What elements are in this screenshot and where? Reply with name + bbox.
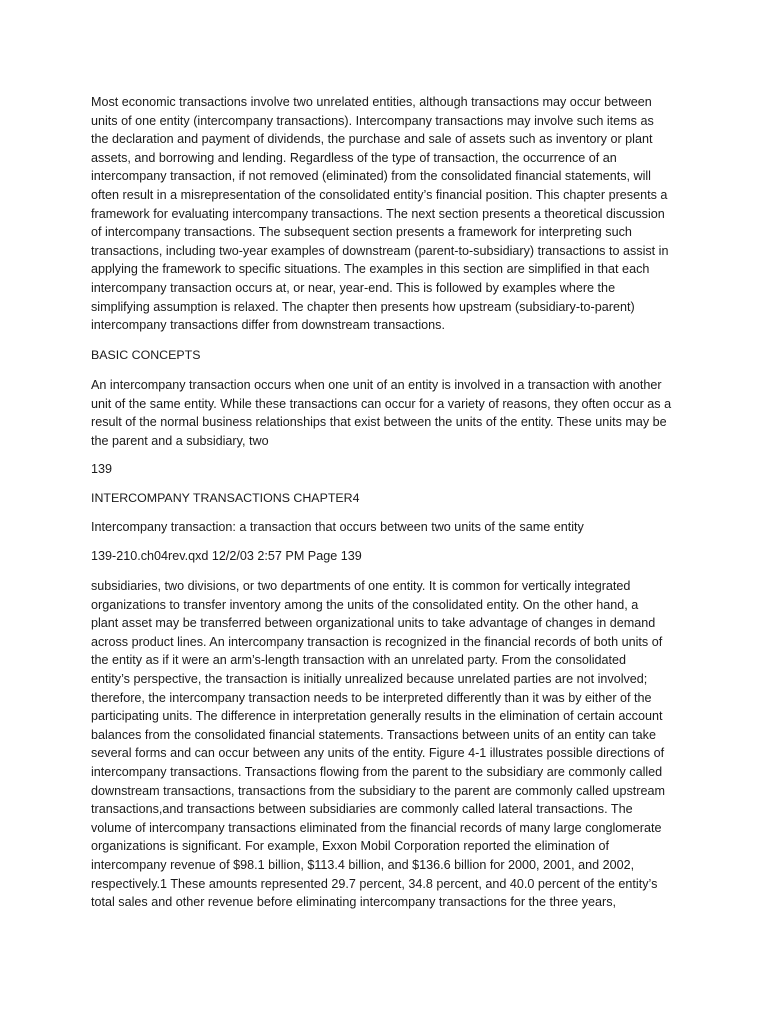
running-header: INTERCOMPANY TRANSACTIONS CHAPTER4 [91, 491, 360, 505]
section-heading-basic-concepts: BASIC CONCEPTS [91, 348, 201, 362]
continuation-paragraph: subsidiaries, two divisions, or two departments of one entity. It is common for vertically integrated organizations to transfer inventory among the units of the consolidated entity. On the other hand, a plant asset may be transferred between organizational units to take advantage of changes in demand across product lines. An intercompany transaction is recognized in the financial records of both units of the entity as if it were an arm’s-length transaction with an unrelated party. From the consolidated entity’s perspective, the transaction is initially unrealized because unrelated parties are not involved; therefore, the intercompany transaction needs to be interpreted differently than it was by either of the participating units. The difference in interpretation generally results in the elimination of certain account balances from the consolidated financial statements. Transactions between units of an entity can take several forms and can occur between any units of the entity. Figure 4-1 illustrates possible directions of intercompany transactions. Transactions flowing from the parent to the subsidiary are commonly called downstream transactions, transactions from the subsidiary to the parent are commonly called upstream transactions,and transactions between subsidiaries are commonly called lateral transactions. The volume of intercompany transactions eliminated from the financial records of many large conglomerate organizations is significant. For example, Exxon Mobil Corporation reported the elimination of intercompany revenue of $98.1 billion, $113.4 billion, and $136.6 billion for 2000, 2001, and 2002, respectively.1 These amounts represented 29.7 percent, 34.8 percent, and 40.0 percent of the entity’s total sales and other revenue before eliminating intercompany transactions for the three years, [91, 579, 665, 910]
basic-concepts-paragraph: An intercompany transaction occurs when one unit of an entity is involved in a transaction with another unit of the same entity. While these transactions can occur for a variety of reasons, they often occur as a result of the normal business relationships that exist between the units of the entity. These units may be the parent and a subsidiary, two [91, 378, 672, 448]
file-stamp: 139-210.ch04rev.qxd 12/2/03 2:57 PM Page 139 [91, 549, 362, 563]
intro-paragraph: Most economic transactions involve two unrelated entities, although transactions may occur between units of one entity (intercompany transactions). Intercompany transactions may involve such items as the declaration and payment of dividends, the purchase and sale of assets such as inventory or plant assets, and borrowing and lending. Regardless of the type of transaction, the occurrence of an intercompany transaction, if not removed (eliminated) from the consolidated financial statements, will often result in a misrepresentation of the consolidated entity’s financial position. This chapter presents a framework for evaluating intercompany transactions. The next section presents a theoretical discussion of intercompany transactions. The subsequent section presents a framework for interpreting such transactions, including two-year examples of downstream (parent-to-subsidiary) transactions to assist in applying the framework to specific situations. The examples in this section are simplified in that each intercompany transaction occurs at, or near, year-end. This is followed by examples where the simplifying assumption is relaxed. The chapter then presents how upstream (subsidiary-to-parent) intercompany transactions differ from downstream transactions. [91, 95, 669, 333]
margin-definition: Intercompany transaction: a transaction that occurs between two units of the same entity [91, 520, 584, 534]
page-number: 139 [91, 462, 113, 476]
